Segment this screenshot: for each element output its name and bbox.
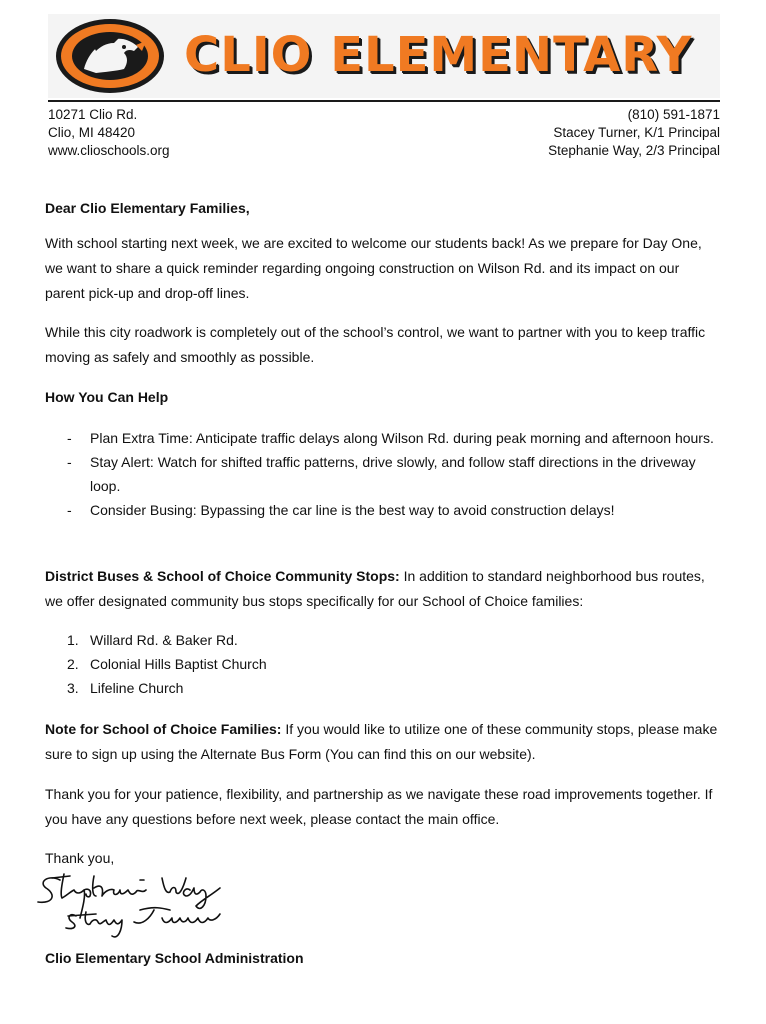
list-item: [45, 628, 721, 652]
website-line: www.clioschools.org: [48, 143, 170, 158]
list-item: - Stay Alert: Watch for shifted traffic patterns, drive slowly, and follow staff directions in the driveway loop.: [67, 454, 696, 494]
help-item-text: Stay Alert: Watch for shifted traffic patterns, drive slowly, and follow staff directions in the driveway loop.: [90, 454, 696, 494]
stop-number: 3.: [67, 680, 79, 696]
list-item: - Consider Busing: Bypassing the car line is the best way to avoid construction delays!: [67, 502, 615, 518]
letterhead-banner: [48, 14, 720, 98]
address-line: 10271 Clio Rd.: [48, 107, 138, 122]
stop-number: 2.: [67, 656, 79, 672]
signoff: Thank you,: [45, 850, 115, 866]
phone-line: (810) 591-1871: [627, 107, 720, 122]
stop-name: Lifeline Church: [90, 680, 184, 696]
mustang-logo-icon: [54, 17, 166, 95]
stops-list: [45, 628, 721, 700]
list-item: - Plan Extra Time: Anticipate traffic delays along Wilson Rd. during peak morning and afternoon hours.: [67, 430, 714, 446]
stop-number: 1.: [67, 632, 79, 648]
bus-paragraph: [45, 564, 721, 614]
salutation: Dear Clio Elementary Families,: [45, 200, 250, 216]
list-item: [45, 676, 721, 700]
stop-name: Willard Rd. & Baker Rd.: [90, 632, 238, 648]
help-heading: How You Can Help: [45, 389, 169, 405]
school-contacts: [548, 106, 720, 160]
header-divider: [48, 100, 720, 102]
help-item-text: Consider Busing: Bypassing the car line is the best way to avoid construction delays!: [90, 502, 615, 518]
closing-paragraph: Thank you for your patience, flexibility, and partnership as we navigate these road improvements together. If you have any questions before next week, please contact the main office.: [45, 786, 713, 827]
help-item-text: Plan Extra Time: Anticipate traffic delays along Wilson Rd. during peak morning and afternoon hours.: [90, 430, 714, 446]
note-text: If you would like to utilize one of these community stops, please make sure to sign up using the Alternate Bus Form (You can find this on our website).: [45, 721, 718, 762]
principal-line: Stacey Turner, K/1 Principal: [553, 125, 720, 140]
school-address: [48, 106, 170, 160]
principal-line: Stephanie Way, 2/3 Principal: [548, 143, 720, 158]
signatory: Clio Elementary School Administration: [45, 950, 304, 966]
help-list: [45, 426, 721, 522]
handwritten-signature: [30, 866, 270, 952]
note-heading: Note for School of Choice Families:: [45, 721, 282, 737]
partner-paragraph: While this city roadwork is completely out of the school’s control, we want to partner with you to keep traffic moving as safely and smoothly as possible.: [45, 324, 706, 365]
school-name: CLIO ELEMENTARY: [184, 27, 693, 83]
stop-name: Colonial Hills Baptist Church: [90, 656, 267, 672]
intro-paragraph: With school starting next week, we are excited to welcome our students back! As we prepare for Day One, we want to share a quick reminder regarding ongoing construction on Wilson Rd. and its impact on our parent pick-up and drop-off lines.: [45, 235, 702, 301]
note-paragraph: [45, 717, 721, 767]
bus-text: In addition to standard neighborhood bus routes, we offer designated community bus stops specifically for our School of Choice families:: [45, 568, 705, 609]
bus-heading: District Buses & School of Choice Community Stops:: [45, 568, 400, 584]
address-line: Clio, MI 48420: [48, 125, 136, 140]
list-item: [45, 652, 721, 676]
